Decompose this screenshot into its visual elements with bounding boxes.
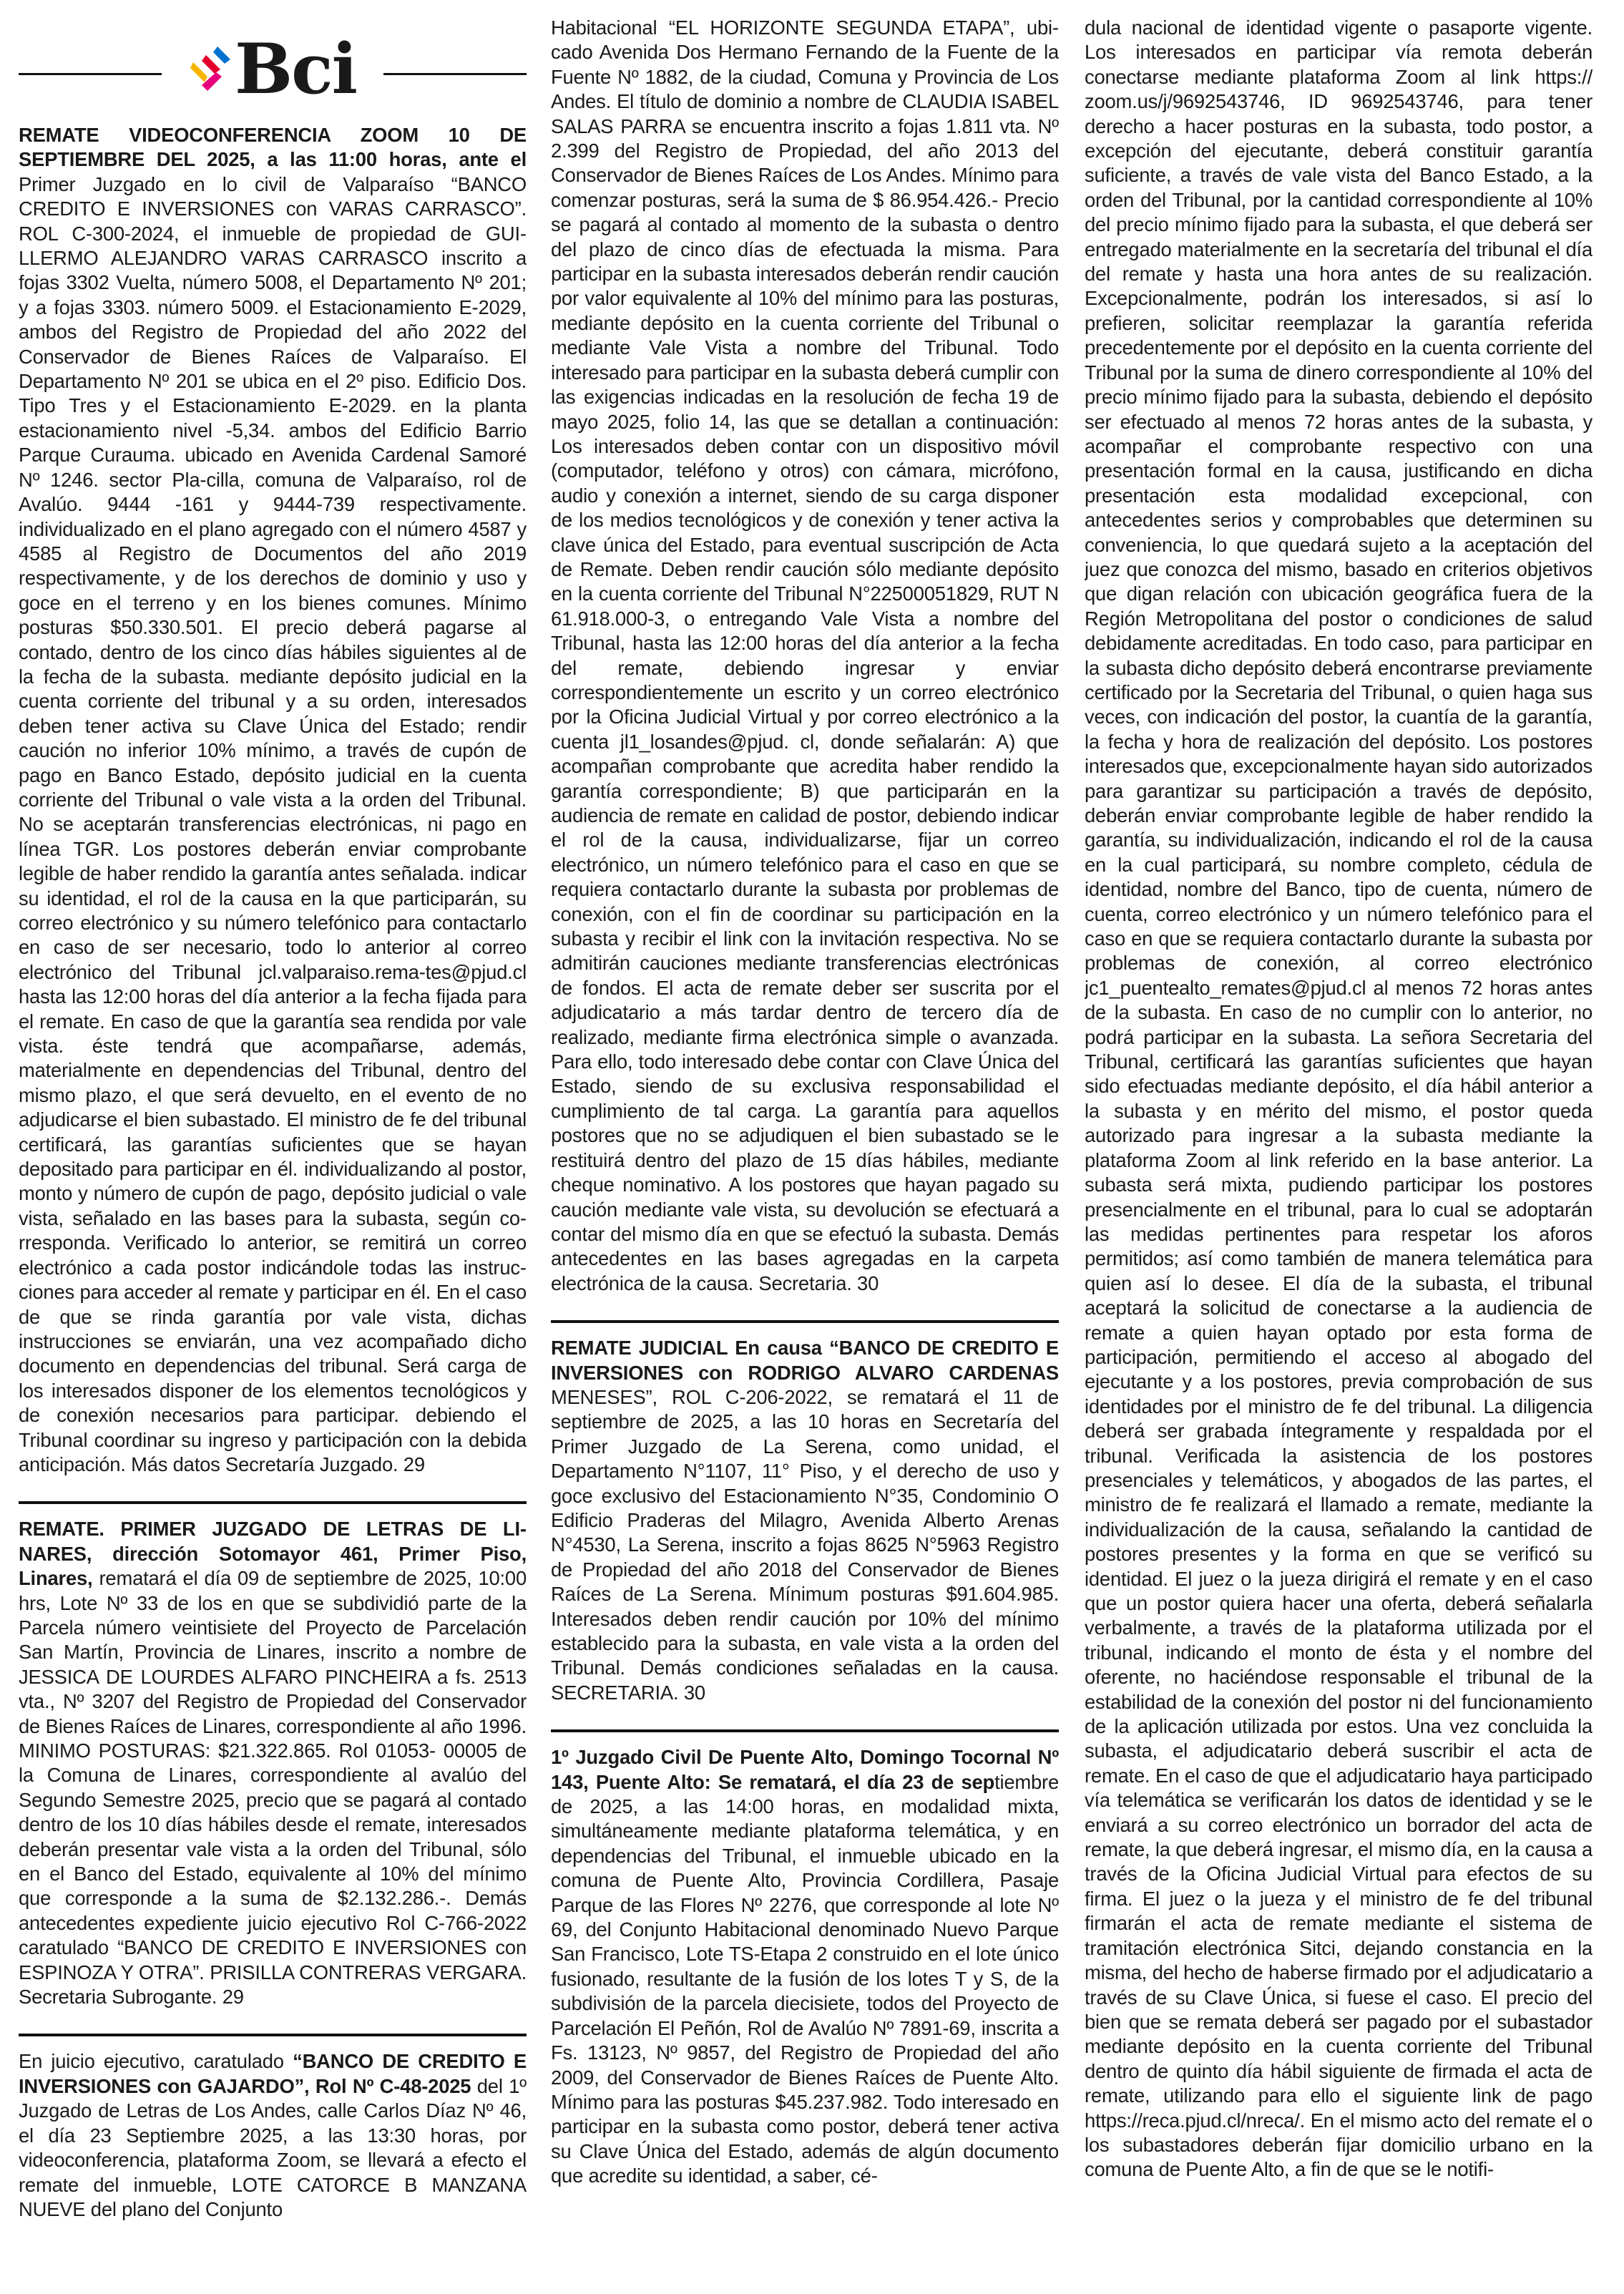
notice-body: del 1º Juzgado de Letras de Los Andes, calle Carlos Díaz Nº 46, el día 23 Septiembre 2025, a las 13:30 horas, por videoconferencia, plataforma Zoom, se llevará a efecto el remate del inmueble, LOTE CATORCE B MANZANA NUEVE del plano del Conjunto bbox=[19, 2074, 527, 2220]
notice-divider bbox=[551, 1320, 1059, 1323]
column-3 bbox=[1085, 16, 1593, 2288]
notice-heading: 1º Juzgado Civil De Puente Alto, Domingo Tocornal Nº 143, Puente Alto: Se rematará, el día 23 de sep bbox=[551, 1746, 1059, 1793]
bci-logo bbox=[189, 29, 357, 109]
notice-los-andes-continued bbox=[551, 16, 1059, 1306]
notice-divider bbox=[551, 1729, 1059, 1732]
column-2 bbox=[551, 16, 1059, 2288]
notice-body: rematará el día 09 de septiembre de 2025, 10:00 hrs, Lote Nº 33 de los en que se subdividió parte de la Parcela número veintisiete del Proyecto de Parcelación San Martín, Provincia de Linares, inscrito a nombre de JESSICA DE LOURDES ALFARO PINCHEIRA a fs. 2513 vta., Nº 3207 del Registro de Propiedad del Conservador de Bienes Raíces de Linares, correspondiente al año 1996. MINIMO POSTURAS: $21.322.865. Rol 01053- 00005 de la Comuna de Linares, correspondiente al avalúo del Segundo Semestre 2025, precio que se pagará al contado dentro de los 10 días hábiles desde el remate, interesados deberán presentar vale vista a la orden del Tribunal, sólo en el Banco del Estado, equivalente al 10% del mínimo que corresponde a la suma de $2.132.286.-. Demás antecedentes expediente juicio ejecutivo Rol C-766-2022 caratulado “BANCO DE CREDITO E INVERSIONES con ESPINOZA Y OTRA”. PRISILLA CONTRERAS VERGARA. Secretaria Subrogante. 29 bbox=[19, 1567, 527, 2009]
notice-body: Primer Juzgado en lo civil de Valparaíso “BANCO CREDITO E INVERSIONES con VARAS CARRASCO”. ROL C-300-2024, el inmueble de propiedad de GUILLERMO ALEJANDRO VARAS CARRASCO inscrito a fojas 3302 Vuelta, número 5008, el Departamento Nº 201; y a fojas 3303. número 5009. el Estacionamiento E-2029, ambos del Registro de Propiedad del año 2022 del Conservador de Bienes Raíces de Valparaíso. El Departamento Nº 201 se ubica en el 2º piso. Edificio Dos. Tipo Tres y el Estacionamiento E-2029. en la planta estacionamiento nivel -5,34. ambos del Edificio Barrio Parque Curauma. ubicado en Avenida Cardenal Samoré Nº 1246. sector Pla-cilla, comuna de Valparaíso, rol de Avalúo. 9444 -161 y 9444-739 respectivamente. individualizado en el plano agregado con el número 4587 y 4585 al Registro de Documentos del año 2019 respectivamente, y de los derechos de dominio y uso y goce en el terreno y en los bienes comunes. Mínimo posturas $50.330.501. El precio deberá pagarse al contado, dentro de los cinco días hábiles siguientes al de la fecha de la subasta. mediante depósito judicial en la cuenta corriente del tribunal y a su orden, interesados deben tener activa su Clave Única del Estado; rendir caución no inferior 10% mínimo, a través de cupón de pago en Banco Estado, depósito judicial en la cuenta corriente del Tribunal o vale vista a la orden del Tribunal. No se aceptarán transferencias electrónicas, ni pago en línea TGR. Los postores deberán enviar comprobante legible de haber rendido la garantía antes señalada. indicar su identidad, el rol de la causa en la que participarán, su correo electrónico y su número telefónico para contactarlo en caso de ser necesario, todo lo anterior al correo electrónico del Tribunal jcl.valparaiso.rema-tes@pjud.cl hasta las 12:00 horas del día anterior a la fecha fijada para el remate. En caso de que la garantía sea rendida por vale vista. éste tendrá que acompañarse, además, materialmente en dependencias del Tribunal, dentro del mismo plazo, el que será devuelto, en el evento de no adjudicarse el bien subastado. El ministro de fe del tribunal certificará, las garantías suficientes que se hayan depositado para participar en él. individualizando al postor, monto y número de cupón de pago, depósito judicial o vale vista, señalado en las bases para la subasta, según corresponda. Verificado lo anterior, se remitirá un correo electrónico a cada postor indicándole todas las instrucciones para acceder al remate y participar en él. En el caso de que se rinda garantía por vale vista, dichas instrucciones se enviarán, una vez acompañado dicho documento en dependencias del tribunal. Será carga de los interesados disponer de los elementos tecnológicos y de conexión necesarios para participar. debiendo el Tribunal coordinar su ingreso y participación con la debida anticipación. Más datos Secretaría Juzgado. 29 bbox=[19, 172, 527, 1475]
notice-body: tiembre de 2025, a las 14:00 horas, en modalidad mixta, simultáneamente mediante plataforma telemática, y en dependencias del Tribunal, el inmueble ubicado en la comuna de Puente Alto, Provincia Cordillera, Pasaje Parque de las Flores Nº 2276, que corresponde al lote Nº 69, del Conjunto Habitacional denominado Nuevo Parque San Francisco, Lote TS-Etapa 2 construido en el lote único fusionado, resultante de la fusión de los lotes T y S, de la subdivisión de la parcela diecisiete, todos del Proyecto de Parcelación El Peñón, Rol de Avalúo Nº 7891-69, inscrita a Fs. 13123, Nº 9857, del Registro de Propiedad del año 2009, del Conservador de Bienes Raíces de Puente Alto. Mínimo para las posturas $45.237.982. Todo interesado en participar en la subasta como postor, deberá tener activa su Clave Única del Estado, además de algún documento que acredite su identidad, a saber, cé- bbox=[551, 1770, 1059, 2187]
notice-heading: REMATE JUDICIAL En causa “BANCO DE CREDITO E INVERSIONES con RODRIGO ALVARO CARDENAS bbox=[551, 1337, 1059, 1384]
notice-heading: “BANCO DE CREDITO E INVERSIONES con GAJARDO”, Rol Nº C-48-2025 bbox=[19, 2050, 527, 2097]
notice-body: MENESES”, ROL C-206-2022, se rematará el 11 de septiembre de 2025, a las 10 horas en Secretaría del Primer Juzgado de La Serena, como unidad, el Departamento N°1107, 11° Piso, y el derecho de uso y goce exclusivo del Estacionamiento N°35, Condominio O Edificio Praderas del Milagro, Avenida Alberto Arenas N°4530, La Serena, inscrito a fojas 8625 N°5963 Registro de Propiedad del año 2018 del Conservador de Bienes Raíces de La Serena. Mínimum posturas $91.604.985. Interesados deben rendir caución por 10% del mínimo establecido para la subasta, en vale vista a la orden del Tribunal. Demás condiciones señaladas en la causa. SECRETARIA. 30 bbox=[551, 1385, 1059, 1704]
logo-rule-right bbox=[383, 73, 527, 75]
bci-logo-icon bbox=[189, 41, 232, 98]
logo-rule-left bbox=[19, 73, 162, 75]
notice-puente-alto-continued bbox=[1085, 16, 1593, 2192]
notice-la-serena bbox=[551, 1336, 1059, 1715]
notice-body: dula nacional de identidad vigente o pasaporte vigente. Los interesados en participar vía remota deberán conectarse mediante plataforma Zoom al link https:// zoom.us/j/9692543746, ID 9692543746, para tener derecho a hacer posturas en la subasta, todo postor, a excepción del ejecutante, deberá constituir garantía suficiente, a través de vale vista del Banco Estado, a la orden del Tribunal, por la cantidad correspondiente al 10% del precio mínimo fijado para la subasta, el que deberá ser entregado materialmente en la secretaría del tribunal el día del remate y hasta una hora antes de su realización. Excepcionalmente, podrán los interesados, si así lo prefieren, solicitar reemplazar la garantía referida precedentemente por el depósito en la cuenta corriente del Tribunal por la suma de dinero correspondiente al 10% del precio mínimo fijado para la subasta, debiendo el depósito ser efectuado al menos 72 horas antes de la subasta, y acompañar el comprobante respectivo con una presentación formal en la causa, justificando en dicha presentación esta modalidad excepcional, con antecedentes serios y comprobables que determinen su conveniencia, lo que quedará sujeto a la aceptación del juez que conozca del mismo, basado en criterios objetivos que digan relación con ubicación geográfica fuera de la Región Metropolitana del postor o condiciones de salud debidamente acreditadas. En todo caso, para participar en la subasta dicho depósito deberá encontrarse previamente certificado por la Secretaria del Tribunal, o quien haga sus veces, con indicación del postor, la cuantía de la garantía, la fecha y hora de realización del depósito. Los postores interesados que, excepcionalmente hayan sido autorizados para garantizar su participación a través de depósito, deberán enviar comprobante legible de haber rendido la garantía, su individualización, indicando el rol de la causa en la cual participará, su nombre completo, cédula de identidad, nombre del Banco, tipo de cuenta, número de cuenta, correo electrónico y un número telefónico para el caso en que se requiera contactarlo durante la subasta por problemas de conexión, al correo electrónico jc1_puentealto_remates@pjud.cl al menos 72 horas antes de la subasta. En caso de no cumplir con lo anterior, no podrá participar en la subasta. La señora Secretaria del Tribunal, certificará las garantías suficientes que hayan sido efectuadas mediante depósito, el día hábil anterior a la subasta y en mérito del mismo, el postor queda autorizado para ingresar a la subasta mediante la plataforma Zoom al link referido en la base anterior. La subasta será mixta, pudiendo participar los postores presencialmente en el tribunal, para lo cual se adoptarán las medidas pertinentes para respetar los aforos permitidos; así como también de manera telemática para quien así lo desee. El día de la subasta, el tribunal aceptará la solicitud de conectarse a la audiencia de remate a quien hayan optado por esta forma de participación, permitiendo el acceso al abogado del ejecutante y a los postores, previa comprobación de sus identidades por el ministro de fe del tribunal. La diligencia deberá ser grabada íntegramente y respaldada por el tribunal. Verificada la asistencia de los postores presenciales y telemáticos, y abogados de las partes, el ministro de fe realizará el llamado a remate, mediante la individualización de la causa, señalando la cantidad de postores presentes y la forma en que se verificó su identidad. El juez o la jueza dirigirá el remate y en el caso que un postor quiera hacer una oferta, deberá señalarla verbalmente, a través de la plataforma utilizada por el tribunal, indicando el monto de ésta y el nombre del oferente, no haciéndose responsable el tribunal de la estabilidad de la conexión del postor ni del funcionamiento de la aplicación utilizada por estos. Una vez concluida la subasta, el adjudicatario deberá suscribir el acta de remate. En el caso de que el adjudicatario haya participado vía telemática se verificarán los datos de identidad y se le enviará a su correo electrónico un borrador del acta de remate, la que deberá ingresar, el mismo día, en la causa a través de la Oficina Judicial Virtual para efectos de su firma. El juez o la jueza y el ministro de fe del tribunal firmarán el acta de remate mediante el sistema de tramitación electrónica Sitci, dejando constancia en la misma, del hecho de haberse firmado por el adjudicatario a través de su Clave Única, si fuese el caso. El precio del bien que se remata deberá ser pagado por el subastador mediante depósito en la cuenta corriente del Tribunal dentro de quinto día hábil siguiente de firmada el acta de remate, utilizando para ello el siguiente link de pago https://reca.pjud.cl/nreca/. En el mismo acto del remate el o los subastadores deberán fijar domicilio urbano en la comuna de Puente Alto, a fin de que se le notifi- bbox=[1085, 16, 1593, 2181]
notice-valparaiso bbox=[19, 123, 527, 1487]
column-1 bbox=[19, 16, 527, 2288]
notice-los-andes bbox=[19, 2049, 527, 2232]
notice-body: Habitacional “EL HORIZONTE SEGUNDA ETAPA”, ubicado Avenida Dos Hermano Fernando de la Fuente de la Fuente Nº 1882, de la ciudad, Comuna y Provincia de Los Andes. El título de dominio a nombre de CLAUDIA ISABEL SALAS PARRA se encuentra inscrito a fojas 1.811 vta. Nº 2.399 del Registro de Propiedad, del año 2013 del Conservador de Bienes Raíces de Los Andes. Mínimo para comenzar posturas, será la suma de $ 86.954.426.- Precio se pagará al contado al momento de la subasta o dentro del plazo de cinco días de efectuada la misma. Para participar en la subasta interesados deberán rendir caución por valor equivalente al 10% del mínimo para las posturas, mediante depósito en la cuenta corriente del Tribunal o mediante Vale Vista a nombre del Tribunal. Todo interesado para participar en la subasta deberá cumplir con las exigencias indicadas en la resolución de fecha 19 de mayo 2025, folio 14, las que se detallan a continuación: Los interesados deben contar con un dispositivo móvil (computador, teléfono y otros) con cámara, micrófono, audio y conexión a internet, siendo de su carga disponer de los medios tecnológicos y de conexión y tener activa la clave única del Estado, para eventual suscripción de Acta de Remate. Deben rendir caución sólo mediante depósito en la cuenta corriente del Tribunal N°22500051829, RUT N 61.918.000-3, o entregando Vale Vista a nombre del Tribunal, hasta las 12:00 horas del día anterior a la fecha del remate, debiendo ingresar y enviar correspondientemente un escrito y un correo electrónico por la Oficina Judicial Virtual y por correo electrónico a la cuenta jl1_losandes@pjud. cl, donde señalarán: A) que acompañan comprobante que acredita haber rendido la garantía correspondiente; B) que participarán en la audiencia de remate en calidad de postor, debiendo indicar el rol de la causa, individualizarse, fijar un correo electrónico, un número telefónico para el caso en que se requiera contactarlo durante la subasta por problemas de conexión, con el fin de coordinar su participación en la subasta y recibir el link con la invitación respectiva. No se admitirán cauciones mediante transferencias electrónicas de fondos. El acta de remate deber ser suscrita por el adjudicatario a más tardar dentro de tercero día de realizado, mediante firma electrónica simple o avanzada. Para ello, todo interesado debe contar con Clave Única del Estado, siendo de su exclusiva responsabilidad el cumplimiento de tal carga. La garantía para aquellos postores que no se adjudiquen el bien subastado se le restituirá dentro del plazo de 15 días hábiles, mediante cheque nominativo. A los postores que hayan pagado su caución mediante vale vista, su devolución se efectuará a contar del mismo día en que se efectuó la subasta. Demás antecedentes en las bases agregadas en la carpeta electrónica de la causa. Secretaria. 30 bbox=[551, 16, 1059, 1294]
notice-puente-alto bbox=[551, 1745, 1059, 2198]
notice-divider bbox=[19, 2034, 527, 2036]
notice-heading: REMATE VIDEOCONFERENCIA ZOOM 10 DE SEPTIEMBRE DEL 2025, a las 11:00 horas, ante el bbox=[19, 124, 527, 171]
bci-logo-header bbox=[19, 16, 527, 123]
bci-logo-text: Bci bbox=[234, 29, 357, 109]
notice-heading: REMATE. PRIMER JUZGADO DE LETRAS DE LINARES, dirección Sotomayor 461, Primer Piso, Linares, bbox=[19, 1518, 527, 1590]
notice-intro: En juicio ejecutivo, caratulado bbox=[19, 2050, 293, 2073]
notice-divider bbox=[19, 1501, 527, 1504]
notice-linares bbox=[19, 1517, 527, 2019]
